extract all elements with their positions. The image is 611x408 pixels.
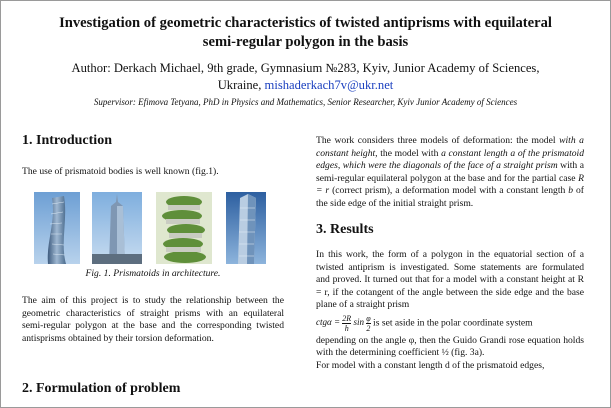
author-line-2 [0, 77, 611, 94]
formula-lhs: ctgα = [316, 317, 341, 328]
formula-sin: sin [353, 317, 364, 328]
models-text-c: , the model with [375, 147, 442, 159]
results-formula-tail: is set aside in the polar coordinate system [370, 317, 533, 329]
models-text-e: with a semi-regular equilateral polygon at the base and for the partial case [316, 160, 584, 184]
results-paragraph-4: For model with a constant length d of the prismatoid edges, [316, 359, 545, 371]
paper-title-line-1: Investigation of geometric characteristics of twisted antiprisms with equilateral [59, 15, 552, 31]
models-text-b: with a constant height [316, 135, 584, 159]
introduction-paragraph-1: The use of prismatoid bodies is well known (fig.1). [22, 166, 219, 177]
models-text-h: b [568, 185, 574, 196]
formula-den-1: h [344, 323, 349, 333]
models-text-a: The work considers three models of deformation: the model [316, 135, 560, 146]
twisted-tower-photo [34, 192, 80, 264]
supervisor-line: Supervisor: Efimova Tetyana, PhD in Physics and Mathematics, Senior Researcher, Kyiv Junior Academy of Sciences [93, 97, 518, 107]
formula-line [316, 314, 584, 333]
formula [316, 313, 371, 333]
right-column [316, 135, 584, 210]
figure-prismatoids [26, 192, 276, 264]
blue-tower-photo [226, 192, 266, 264]
formula-num-2: φ [366, 313, 371, 323]
author-email-link[interactable]: mishaderkach7v@ukr.net [264, 78, 394, 92]
figure-caption: Fig. 1. Prismatoids in architecture. [85, 268, 221, 279]
formulation-block [22, 380, 284, 398]
introduction-paragraph-2: The aim of this project is to study the relationship between the geometric characteristics of straight prisms with an equilateral semi-regular polygon at the base and the corresponding twisted antisprisms obtained by their torsion deformation. [22, 295, 284, 344]
results-paragraph-3: depending on the angle φ, then the Guido Grandi rose equation holds with the determining coefficient ½ (fig. 3a). [316, 334, 584, 358]
author-line-1: Author: Derkach Michael, 9th grade, Gymnasium №283, Kyiv, Junior Academy of Sciences, [71, 61, 540, 75]
introduction-block-2 [22, 295, 284, 345]
formula-num-1: 2R [342, 313, 352, 323]
formulation-heading: 2. Formulation of problem [22, 381, 181, 396]
left-column [22, 132, 284, 179]
models-paragraph [316, 135, 584, 210]
author-country: Ukraine, [217, 78, 265, 92]
results-heading: 3. Results [316, 222, 374, 237]
formula-den-2: 2 [366, 323, 371, 333]
paper-title-line-2: semi-regular polygon in the basis [202, 34, 409, 50]
results-block [316, 221, 584, 372]
green-building-photo [156, 192, 212, 264]
models-text-g: (correct prism), a deformation model with a constant length [329, 185, 569, 196]
formula-fraction-1 [342, 314, 351, 333]
introduction-heading: 1. Introduction [22, 133, 112, 148]
models-text-f: R = r [316, 172, 584, 196]
models-text-i: of the side edge of the initial straight prism. [316, 185, 584, 209]
models-text-d: a constant length a of the prismatoid edges, which were the diagonals of the face of a straight prism [316, 147, 584, 171]
slim-tower-photo [92, 192, 142, 264]
results-paragraph-1: In this work, the form of a polygon in the equatorial section of a twisted antiprism is investigated. Some statements are formulated and proved. It turned out that for a model with a constant height at R = r, if the cotangent of the angle between the side edge and the base plane of a straight prism [316, 249, 584, 310]
